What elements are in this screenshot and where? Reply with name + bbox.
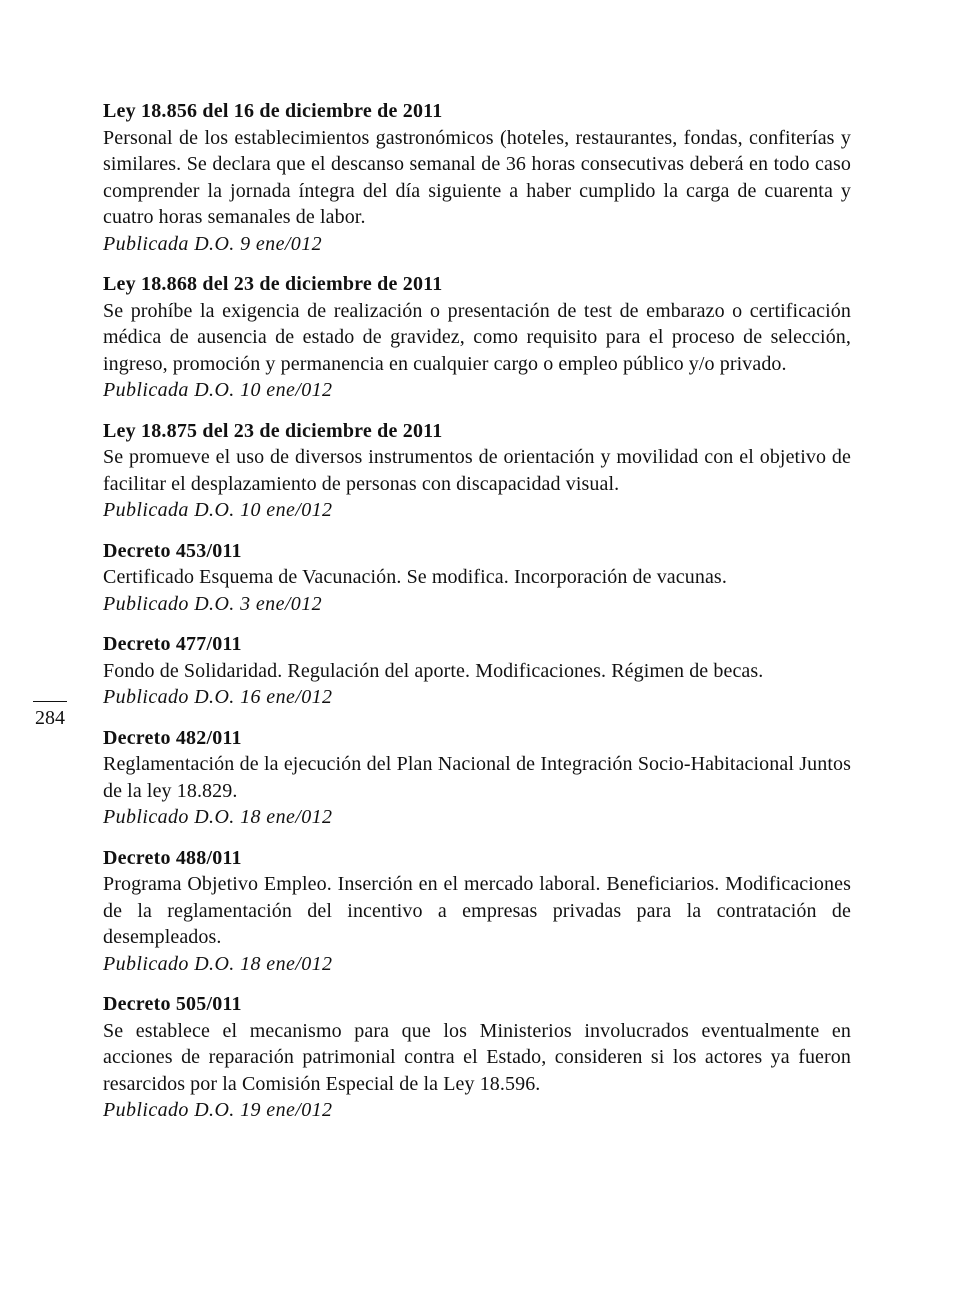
- entry-description: Personal de los establecimientos gastronómicos (hoteles, restaurantes, fondas, confiterías y similares. Se declara que el descanso semanal de 36 horas consecutivas deberá en todo caso comprender la jornada íntegra del día siguiente a haber cumplido la carga de cuarenta y cuatro horas semanales de labor.: [103, 126, 851, 228]
- entry-description: Fondo de Solidaridad. Regulación del aporte. Modificaciones. Régimen de becas.: [103, 659, 764, 682]
- entry-publication: Publicado D.O. 3 ene/012: [103, 592, 323, 615]
- entry-title: Ley 18.868 del 23 de diciembre de 2011: [103, 273, 443, 295]
- entry-publication: Publicado D.O. 19 ene/012: [103, 1099, 333, 1121]
- page-number-block: [32, 701, 68, 730]
- entry-title: Decreto 453/011: [103, 539, 242, 562]
- legal-entry: [103, 271, 851, 404]
- entry-publication: Publicada D.O. 10 ene/012: [103, 379, 333, 401]
- legal-entry: [103, 418, 851, 524]
- entry-title: Decreto 505/011: [103, 993, 242, 1015]
- legal-entry: [103, 845, 851, 978]
- legal-entry: [103, 991, 851, 1124]
- document-body: [103, 98, 851, 1138]
- entry-description: Reglamentación de la ejecución del Plan Nacional de Integración Socio-Habitacional Juntos de la ley 18.829.: [103, 753, 851, 802]
- entry-description: Programa Objetivo Empleo. Inserción en el mercado laboral. Beneficiarios. Modificaciones de la reglamentación del incentivo a empresas privadas para la contratación de desempleados.: [103, 873, 851, 948]
- entry-title: Decreto 488/011: [103, 846, 242, 869]
- entry-title: Ley 18.875 del 23 de diciembre de 2011: [103, 419, 443, 442]
- entry-description: Se promueve el uso de diversos instrumentos de orientación y movilidad con el objetivo de facilitar el desplazamiento de personas con discapacidad visual.: [103, 446, 851, 495]
- entry-publication: Publicado D.O. 18 ene/012: [103, 952, 333, 975]
- entry-title: Decreto 477/011: [103, 633, 242, 655]
- entry-publication: Publicado D.O. 16 ene/012: [103, 686, 333, 708]
- entry-publication: Publicada D.O. 10 ene/012: [103, 499, 333, 521]
- entry-title: Decreto 482/011: [103, 726, 242, 749]
- page-number: 284: [35, 707, 65, 729]
- entry-description: Certificado Esquema de Vacunación. Se modifica. Incorporación de vacunas.: [103, 566, 727, 588]
- entry-title: Ley 18.856 del 16 de diciembre de 2011: [103, 100, 443, 122]
- legal-entry: [103, 631, 851, 711]
- entry-description: Se establece el mecanismo para que los Ministerios involucrados eventualmente en acciones de reparación patrimonial contra el Estado, consideren si los actores ya fueron resarcidos por la Comisión Especial de la Ley 18.596.: [103, 1019, 851, 1095]
- entry-description: Se prohíbe la exigencia de realización o presentación de test de embarazo o certificación médica de ausencia de estado de gravidez, como requisito para el proceso de selección, ingreso, promoción y permanencia en cualquier cargo o empleo público y/o privado.: [103, 299, 851, 375]
- legal-entry: [103, 538, 851, 618]
- legal-entry: [103, 725, 851, 831]
- entry-publication: Publicada D.O. 9 ene/012: [103, 232, 323, 255]
- legal-entry: [103, 98, 851, 257]
- entry-publication: Publicado D.O. 18 ene/012: [103, 806, 333, 828]
